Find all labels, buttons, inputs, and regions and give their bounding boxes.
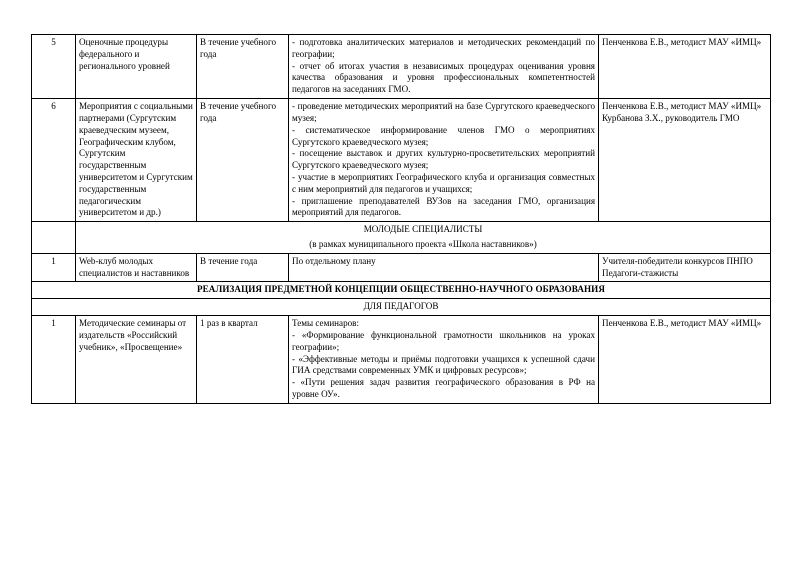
section-header-young-specialists xyxy=(76,222,771,254)
responsible-line: Пенченкова Е.В., методист МАУ «ИМЦ» xyxy=(602,101,762,112)
responsible-line: Пенченкова Е.В., методист МАУ «ИМЦ» xyxy=(602,37,762,47)
row-term: 1 раз в квартал xyxy=(197,316,289,404)
content-line: - «Эффективные методы и приёмы подготовки учащихся к успешной сдачи ГИА средствами современных УМК и цифровых ресурсов»; xyxy=(292,353,595,376)
responsible-line: Педагоги-стажисты xyxy=(602,267,679,278)
table-body xyxy=(32,35,771,404)
row-responsible xyxy=(599,99,771,222)
content-line: - отчет об итогах участия в независимых процедурах оценивания уровня качества образования и уровня профессиональных компетентностей педагогов на заседаниях ГМО. xyxy=(292,60,595,95)
content-line: - подготовка аналитических материалов и методических рекомендаций по географии; xyxy=(292,37,595,59)
row-content xyxy=(289,316,599,404)
row-responsible xyxy=(599,35,771,99)
row-content xyxy=(289,253,599,282)
section-header-row xyxy=(32,222,771,254)
section-header-row xyxy=(32,282,771,299)
section-header-concept-implementation: РЕАЛИЗАЦИЯ ПРЕДМЕТНОЙ КОНЦЕПЦИИ ОБЩЕСТВЕННО-НАУЧНОГО ОБРАЗОВАНИЯ xyxy=(32,282,771,299)
table-row xyxy=(32,316,771,404)
plan-table xyxy=(31,34,771,404)
row-responsible xyxy=(599,316,771,404)
responsible-line: Курбанова З.Х., руководитель ГМО xyxy=(602,112,740,123)
row-number: 6 xyxy=(32,99,76,222)
table-row xyxy=(32,253,771,282)
content-line: - «Формирование функциональной грамотности школьников на уроках географии»; xyxy=(292,329,595,352)
row-term: В течение учебного года xyxy=(197,35,289,99)
row-term: В течение года xyxy=(197,253,289,282)
row-activity-name: Мероприятия с социальными партнерами (Сургутским краеведческим музеем, Географическим клубом, Сургутским государственным университетом и Сургутским государственным педагогическим университетом и др.) xyxy=(76,99,197,222)
responsible-line: Учителя-победители конкурсов ПНПО xyxy=(602,255,753,266)
content-line: Темы семинаров: xyxy=(292,318,360,329)
content-line: - «Пути решения задач развития географического образования в РФ на уровне ОУ». xyxy=(292,377,595,399)
section-subtitle: (в рамках муниципального проекта «Школа наставников») xyxy=(309,239,537,249)
row-activity-name: Методические семинары от издательств «Российский учебник», «Просвещение» xyxy=(76,316,197,404)
content-line: - посещение выставок и других культурно-просветительских мероприятий Сургутского краеведческого музея; xyxy=(292,148,595,171)
content-line: - участие в мероприятиях Географического клуба и организация совместных с ним мероприятий для педагогов и учащихся; xyxy=(292,171,595,194)
row-responsible xyxy=(599,253,771,282)
row-activity-name: Оценочные процедуры федерального и регионального уровней xyxy=(76,35,197,99)
row-term: В течение учебного года xyxy=(197,99,289,222)
responsible-line: Пенченкова Е.В., методист МАУ «ИМЦ» xyxy=(602,318,762,329)
content-line: По отдельному плану xyxy=(292,255,376,266)
row-number: 1 xyxy=(32,316,76,404)
table-row xyxy=(32,35,771,99)
section-header-for-teachers: ДЛЯ ПЕДАГОГОВ xyxy=(32,299,771,316)
row-content xyxy=(289,99,599,222)
row-number: 1 xyxy=(32,253,76,282)
section-title: МОЛОДЫЕ СПЕЦИАЛИСТЫ xyxy=(363,224,483,235)
row-number: 5 xyxy=(32,35,76,99)
section-number-spacer xyxy=(32,222,76,254)
content-line: - проведение методических мероприятий на базе Сургутского краеведческого музея; xyxy=(292,101,595,123)
row-activity-name: Web-клуб молодых специалистов и наставников xyxy=(76,253,197,282)
table-row xyxy=(32,99,771,222)
section-header-row xyxy=(32,299,771,316)
content-line: - систематическое информирование членов ГМО о мероприятиях Сургутского краеведческого музея; xyxy=(292,124,595,147)
row-content xyxy=(289,35,599,99)
content-line: - приглашение преподавателей ВУЗов на заседания ГМО, организация мероприятий для педагогов. xyxy=(292,195,595,218)
